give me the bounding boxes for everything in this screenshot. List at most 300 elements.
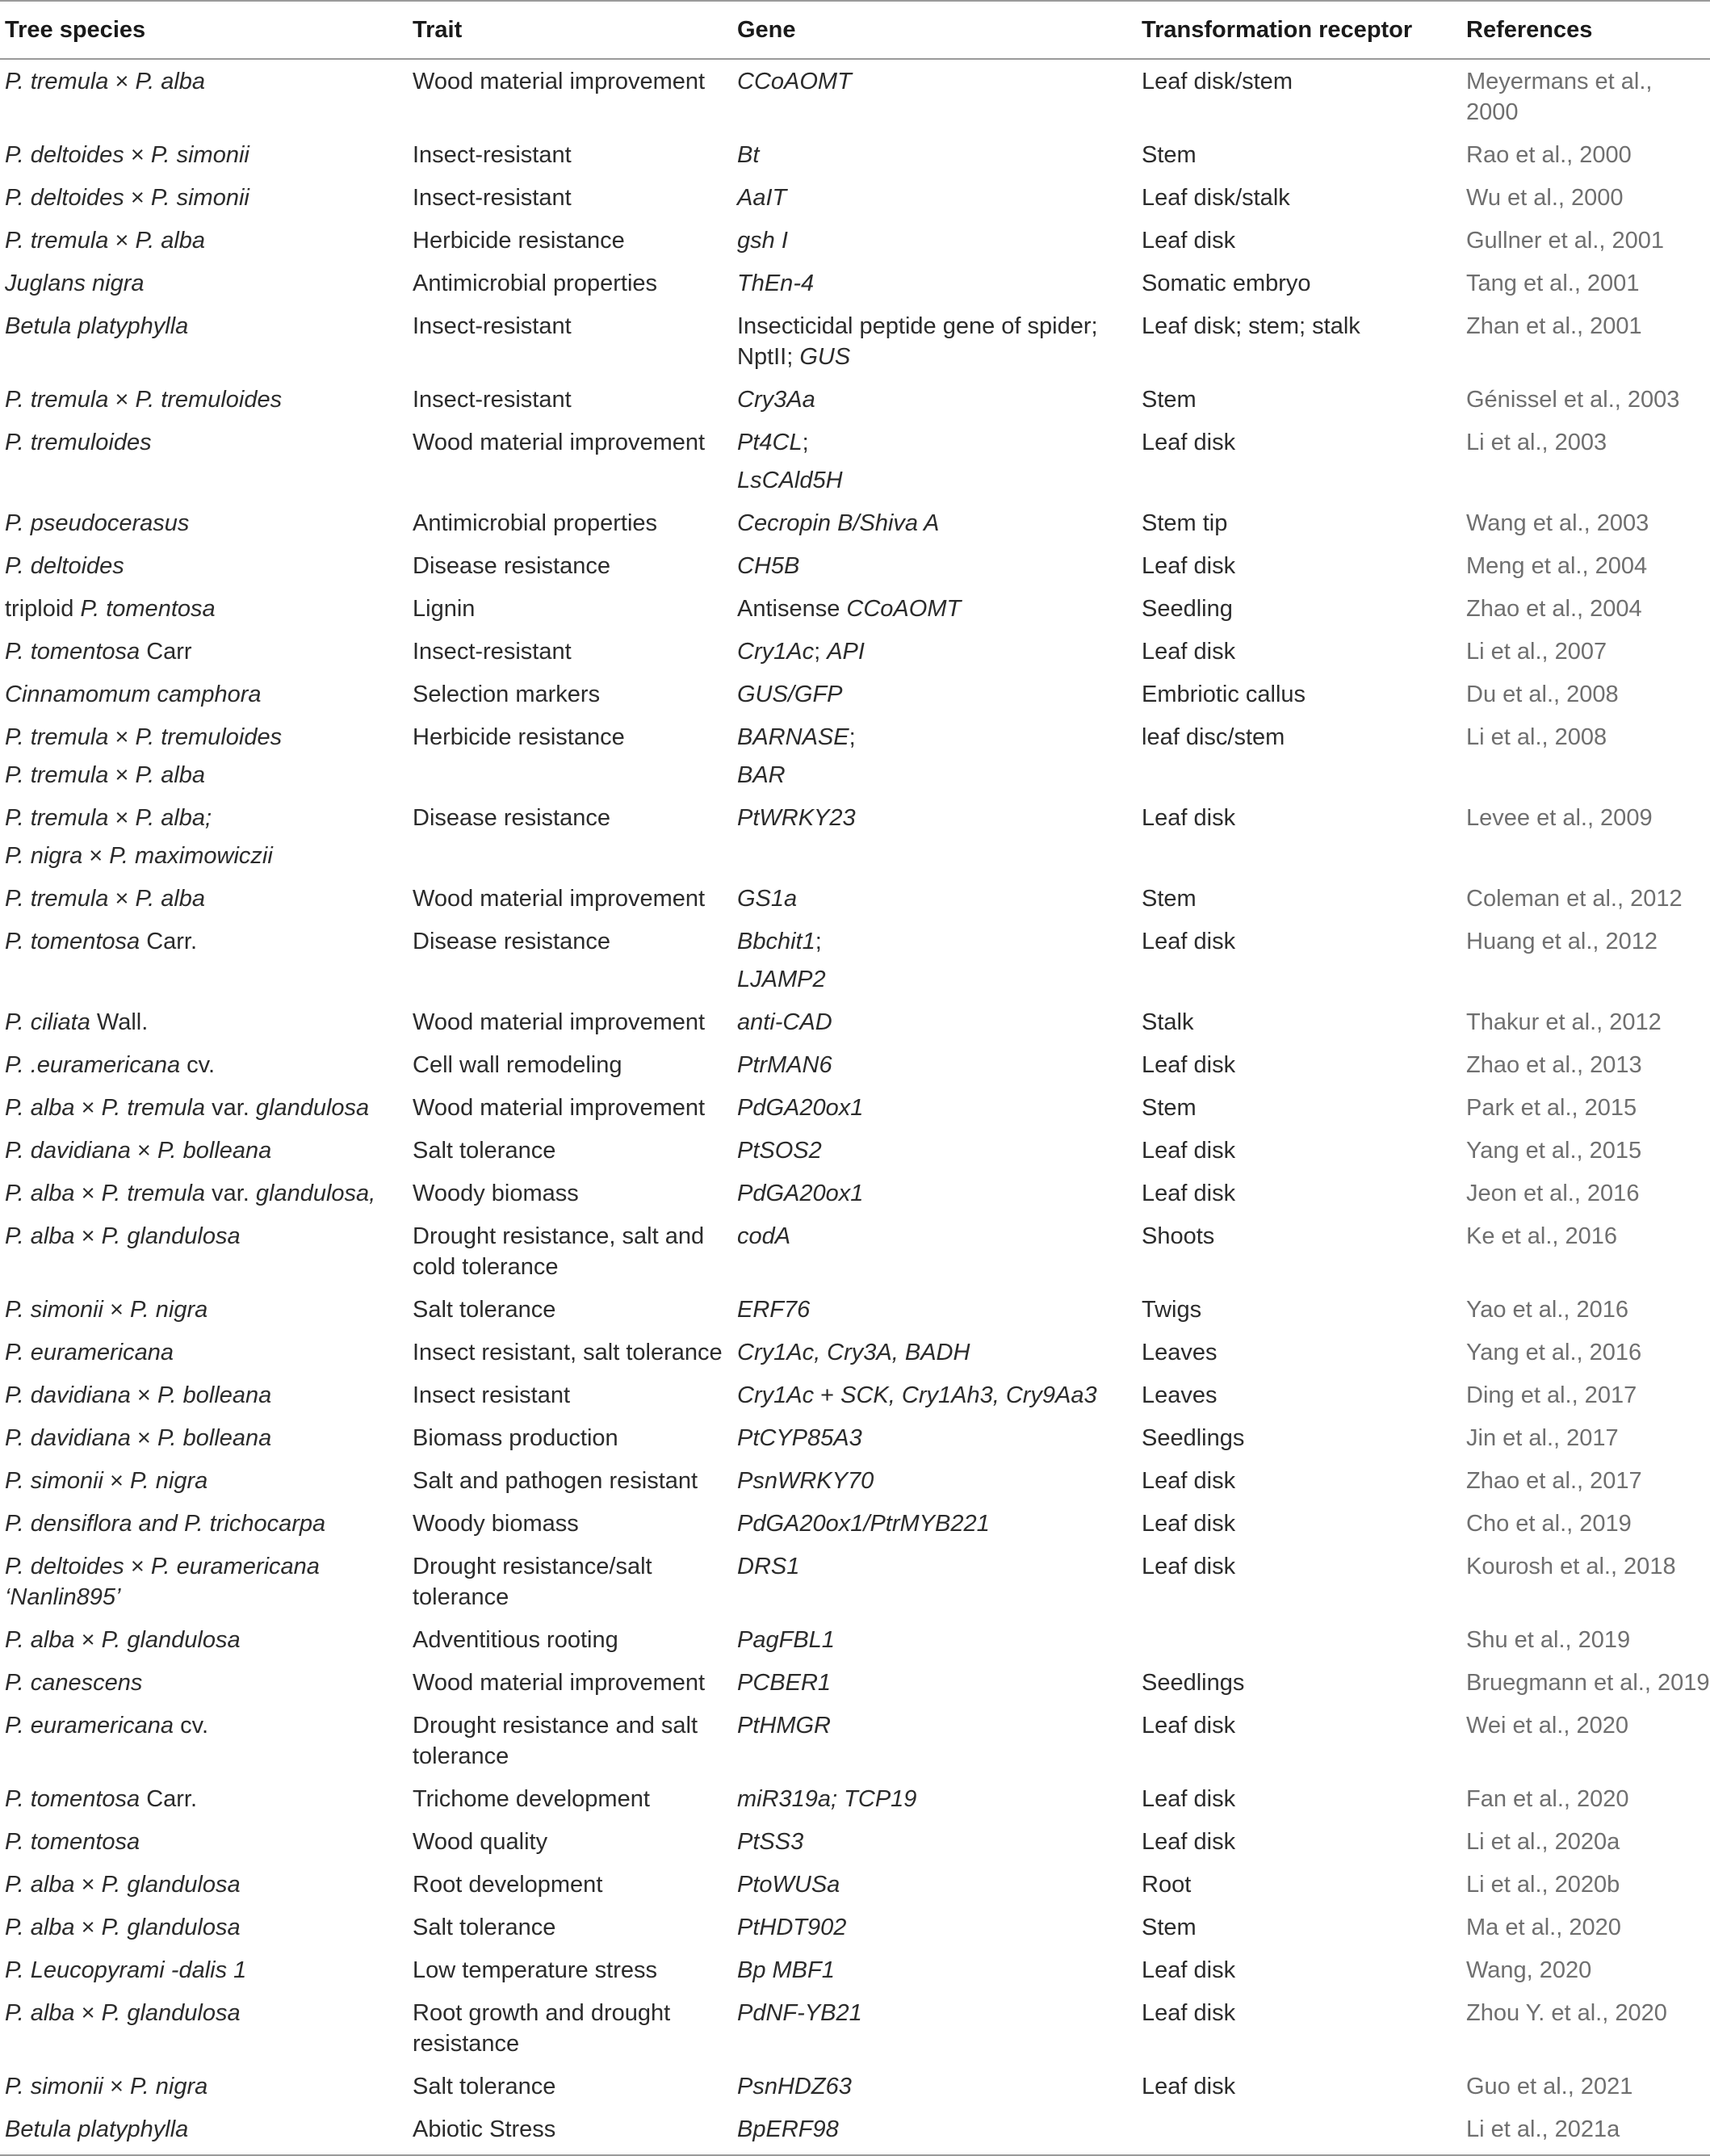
reference-cell bbox=[1461, 219, 1710, 262]
cell-line bbox=[5, 225, 408, 256]
cell-line bbox=[1466, 508, 1710, 539]
trait-cell bbox=[408, 1704, 732, 1777]
italic-text: P. tremula bbox=[5, 762, 109, 788]
table-row bbox=[0, 1129, 1710, 1172]
cell-line bbox=[413, 311, 732, 342]
column-header-trait: Trait bbox=[408, 1, 732, 59]
italic-text: P. tremula bbox=[5, 387, 109, 413]
italic-text: P. alba bbox=[5, 1872, 75, 1898]
cell-line bbox=[737, 140, 1137, 170]
cell-line bbox=[5, 841, 408, 871]
cell-text: Leaves bbox=[1142, 1340, 1218, 1365]
cell-line bbox=[737, 1337, 1137, 1368]
cell-text: Carr. bbox=[140, 1786, 198, 1812]
reference-cell bbox=[1461, 1661, 1710, 1704]
italic-text: P. deltoides bbox=[5, 142, 124, 168]
species-cell bbox=[0, 1214, 408, 1288]
italic-text: P. simonii bbox=[5, 1468, 103, 1494]
table-row bbox=[0, 2065, 1710, 2108]
trait-cell bbox=[408, 673, 732, 715]
cell-line bbox=[413, 551, 732, 581]
species-cell bbox=[0, 1000, 408, 1043]
cell-text: Yao et al., 2016 bbox=[1466, 1297, 1629, 1323]
cell-text: cv. bbox=[180, 1052, 216, 1078]
cell-text: Leaf disk bbox=[1142, 1713, 1236, 1739]
cell-line bbox=[1466, 926, 1710, 957]
gene-cell bbox=[732, 421, 1137, 501]
cell-text: Yang et al., 2015 bbox=[1466, 1138, 1642, 1164]
cell-text: Jin et al., 2017 bbox=[1466, 1425, 1619, 1451]
cell-text: Disease resistance bbox=[413, 553, 610, 579]
trait-cell bbox=[408, 715, 732, 796]
cell-text: Selection markers bbox=[413, 682, 601, 707]
cell-line bbox=[5, 311, 408, 342]
italic-text: P. tomentosa bbox=[5, 639, 140, 665]
cell-line bbox=[5, 1955, 408, 1986]
cell-text: Yang et al., 2016 bbox=[1466, 1340, 1642, 1365]
italic-text: anti-CAD bbox=[737, 1009, 832, 1035]
cell-text: Disease resistance bbox=[413, 805, 610, 831]
cell-line bbox=[413, 1294, 732, 1325]
cell-line bbox=[413, 679, 732, 710]
italic-text: PdGA20ox1 bbox=[737, 1181, 864, 1206]
cell-text: var. bbox=[205, 1095, 256, 1121]
receptor-cell bbox=[1137, 1331, 1461, 1374]
cell-line bbox=[737, 508, 1137, 539]
table-row bbox=[0, 630, 1710, 673]
cell-text: Stem bbox=[1142, 886, 1197, 912]
cell-line bbox=[413, 1093, 732, 1123]
cell-line bbox=[737, 225, 1137, 256]
cell-text: Drought resistance and salt bbox=[413, 1713, 698, 1739]
cell-line bbox=[1466, 1466, 1710, 1496]
cell-line bbox=[5, 1466, 408, 1496]
cell-line bbox=[413, 722, 732, 753]
cell-text: Thakur et al., 2012 bbox=[1466, 1009, 1662, 1035]
receptor-cell bbox=[1137, 1459, 1461, 1502]
gene-cell bbox=[732, 630, 1137, 673]
cell-text: Meyermans et al., 2000 bbox=[1466, 69, 1653, 125]
cell-text: Leaf disk bbox=[1142, 228, 1236, 254]
italic-text: P. bolleana bbox=[157, 1138, 272, 1164]
cell-line bbox=[737, 182, 1137, 213]
cell-text: Seedlings bbox=[1142, 1425, 1245, 1451]
reference-cell bbox=[1461, 1704, 1710, 1777]
italic-text: P. bolleana bbox=[157, 1382, 272, 1408]
reference-cell bbox=[1461, 1991, 1710, 2065]
cell-line bbox=[1466, 1710, 1710, 1741]
cell-line bbox=[737, 1508, 1137, 1539]
species-cell bbox=[0, 421, 408, 501]
cell-text: ; bbox=[849, 724, 856, 750]
gene-cell bbox=[732, 1288, 1137, 1331]
italic-text: PtrMAN6 bbox=[737, 1052, 832, 1078]
cell-line bbox=[1142, 1710, 1461, 1741]
cell-text: × bbox=[103, 2074, 131, 2099]
cell-line bbox=[5, 1135, 408, 1166]
cell-text: Leaf disk bbox=[1142, 1468, 1236, 1494]
table-row bbox=[0, 304, 1710, 378]
cell-line bbox=[1142, 1135, 1461, 1166]
table-row bbox=[0, 1000, 1710, 1043]
receptor-cell bbox=[1137, 176, 1461, 219]
species-cell bbox=[0, 2108, 408, 2155]
cell-text: Abiotic Stress bbox=[413, 2116, 556, 2142]
receptor-cell bbox=[1137, 219, 1461, 262]
reference-cell bbox=[1461, 1906, 1710, 1948]
reference-cell bbox=[1461, 59, 1710, 133]
cell-line bbox=[5, 140, 408, 170]
cell-text: cv. bbox=[174, 1713, 209, 1739]
italic-text: P. alba bbox=[5, 1223, 75, 1249]
gene-cell bbox=[732, 1416, 1137, 1459]
table-row bbox=[0, 1906, 1710, 1948]
species-cell bbox=[0, 219, 408, 262]
cell-text: Guo et al., 2021 bbox=[1466, 2074, 1633, 2099]
gene-cell bbox=[732, 219, 1137, 262]
cell-text: Salt and pathogen resistant bbox=[413, 1468, 698, 1494]
table-row bbox=[0, 1991, 1710, 2065]
cell-line bbox=[1142, 1912, 1461, 1943]
italic-text: P. glandulosa bbox=[101, 1627, 241, 1653]
reference-cell bbox=[1461, 501, 1710, 544]
cell-line bbox=[5, 926, 408, 957]
cell-text: Woody biomass bbox=[413, 1181, 579, 1206]
gene-cell bbox=[732, 877, 1137, 920]
italic-text: LsCAld5H bbox=[737, 468, 843, 493]
cell-line bbox=[737, 926, 1137, 957]
italic-text: P. ciliata bbox=[5, 1009, 90, 1035]
cell-text: Leaf disk; stem; stalk bbox=[1142, 313, 1360, 339]
cell-text: Zhao et al., 2004 bbox=[1466, 596, 1642, 622]
trait-cell bbox=[408, 1820, 732, 1863]
italic-text: PtoWUSa bbox=[737, 1872, 840, 1898]
cell-line bbox=[413, 883, 732, 914]
receptor-cell bbox=[1137, 2108, 1461, 2155]
species-cell bbox=[0, 304, 408, 378]
italic-text: PtHMGR bbox=[737, 1713, 831, 1739]
cell-line bbox=[737, 1380, 1137, 1411]
species-cell bbox=[0, 1288, 408, 1331]
italic-text: P. tremula bbox=[5, 886, 109, 912]
cell-line bbox=[737, 1625, 1137, 1655]
gene-cell bbox=[732, 1331, 1137, 1374]
cell-line bbox=[1142, 384, 1461, 415]
cell-text: Wang et al., 2003 bbox=[1466, 510, 1649, 536]
species-cell bbox=[0, 673, 408, 715]
italic-text: PdNF-YB21 bbox=[737, 2000, 862, 2026]
cell-line bbox=[413, 140, 732, 170]
gene-cell bbox=[732, 1374, 1137, 1416]
cell-text: tolerance bbox=[413, 1743, 509, 1769]
cell-text: Shoots bbox=[1142, 1223, 1215, 1249]
reference-cell bbox=[1461, 1502, 1710, 1545]
italic-text: Juglans nigra bbox=[5, 271, 145, 296]
species-cell bbox=[0, 378, 408, 421]
gene-cell bbox=[732, 304, 1137, 378]
italic-text: P. glandulosa bbox=[101, 1915, 241, 1940]
italic-text: glandulosa, bbox=[255, 1181, 376, 1206]
italic-text: glandulosa bbox=[255, 1095, 370, 1121]
cell-text: Leaf disk bbox=[1142, 639, 1236, 665]
cell-text: Insect-resistant bbox=[413, 142, 572, 168]
trait-cell bbox=[408, 1545, 732, 1618]
cell-line bbox=[737, 803, 1137, 833]
table-row bbox=[0, 1331, 1710, 1374]
cell-text: × bbox=[108, 762, 136, 788]
trait-cell bbox=[408, 796, 732, 877]
table-row bbox=[0, 1863, 1710, 1906]
gene-cell bbox=[732, 1172, 1137, 1214]
cell-line bbox=[5, 1912, 408, 1943]
cell-line bbox=[413, 1667, 732, 1698]
italic-text: P. simonii bbox=[5, 1297, 103, 1323]
cell-line bbox=[5, 803, 408, 833]
cell-line bbox=[1142, 803, 1461, 833]
italic-text: BAR bbox=[737, 762, 786, 788]
cell-line bbox=[1466, 1423, 1710, 1453]
cell-text: Root development bbox=[413, 1872, 603, 1898]
table-row bbox=[0, 378, 1710, 421]
species-cell bbox=[0, 133, 408, 176]
cell-line bbox=[1466, 2114, 1710, 2145]
trait-cell bbox=[408, 1288, 732, 1331]
cell-line bbox=[413, 594, 732, 624]
cell-text: × bbox=[130, 1425, 157, 1451]
gene-cell bbox=[732, 1906, 1137, 1948]
cell-line bbox=[737, 1998, 1137, 2028]
gene-cell bbox=[732, 544, 1137, 587]
cell-text: NptII; bbox=[737, 344, 800, 370]
italic-text: P. tremuloides bbox=[5, 430, 152, 455]
receptor-cell bbox=[1137, 2065, 1461, 2108]
column-header-references: References bbox=[1461, 1, 1710, 59]
italic-text: P. alba bbox=[5, 2000, 75, 2026]
cell-line bbox=[413, 926, 732, 957]
cell-text: Disease resistance bbox=[413, 929, 610, 954]
cell-text: Leaf disk bbox=[1142, 1786, 1236, 1812]
species-cell bbox=[0, 587, 408, 630]
cell-text: Salt tolerance bbox=[413, 2074, 556, 2099]
cell-line bbox=[1466, 1625, 1710, 1655]
gene-cell bbox=[732, 1948, 1137, 1991]
cell-line bbox=[1142, 1380, 1461, 1411]
italic-text: P. simonii bbox=[5, 2074, 103, 2099]
reference-cell bbox=[1461, 262, 1710, 304]
cell-line bbox=[5, 1221, 408, 1252]
cell-text: Levee et al., 2009 bbox=[1466, 805, 1653, 831]
reference-cell bbox=[1461, 1086, 1710, 1129]
species-cell bbox=[0, 1661, 408, 1704]
cell-line bbox=[737, 551, 1137, 581]
trait-cell bbox=[408, 877, 732, 920]
trait-cell bbox=[408, 630, 732, 673]
gene-cell bbox=[732, 1214, 1137, 1288]
receptor-cell bbox=[1137, 796, 1461, 877]
species-cell bbox=[0, 877, 408, 920]
italic-text: Bbchit1 bbox=[737, 929, 815, 954]
italic-text: DRS1 bbox=[737, 1554, 800, 1579]
cell-line bbox=[413, 384, 732, 415]
italic-text: PCBER1 bbox=[737, 1670, 832, 1696]
cell-line bbox=[413, 1741, 732, 1772]
cell-text: × bbox=[130, 1382, 157, 1408]
species-cell bbox=[0, 544, 408, 587]
gene-cell bbox=[732, 1618, 1137, 1661]
cell-line bbox=[5, 2114, 408, 2145]
gene-cell bbox=[732, 673, 1137, 715]
cell-text: Antimicrobial properties bbox=[413, 271, 658, 296]
cell-text: ; bbox=[815, 929, 822, 954]
cell-line bbox=[5, 722, 408, 753]
cell-text: Rao et al., 2000 bbox=[1466, 142, 1632, 168]
receptor-cell bbox=[1137, 920, 1461, 1000]
trait-cell bbox=[408, 1043, 732, 1086]
cell-line bbox=[1466, 1869, 1710, 1900]
cell-line bbox=[737, 66, 1137, 97]
italic-text: P. tremula bbox=[5, 69, 109, 94]
italic-text: P. glandulosa bbox=[101, 2000, 241, 2026]
species-cell bbox=[0, 1416, 408, 1459]
italic-text: PagFBL1 bbox=[737, 1627, 835, 1653]
table-row bbox=[0, 501, 1710, 544]
italic-text: P. glandulosa bbox=[101, 1872, 241, 1898]
trait-cell bbox=[408, 1374, 732, 1416]
cell-text: Meng et al., 2004 bbox=[1466, 553, 1648, 579]
italic-text: P. deltoides bbox=[5, 553, 124, 579]
cell-text: Ding et al., 2017 bbox=[1466, 1382, 1637, 1408]
cell-line bbox=[413, 1625, 732, 1655]
cell-text: Wei et al., 2020 bbox=[1466, 1713, 1628, 1739]
italic-text: P. tomentosa bbox=[5, 1786, 140, 1812]
species-cell bbox=[0, 176, 408, 219]
receptor-cell bbox=[1137, 1374, 1461, 1416]
cell-text: ; bbox=[802, 430, 809, 455]
table-row bbox=[0, 1661, 1710, 1704]
italic-text: PtHDT902 bbox=[737, 1915, 847, 1940]
italic-text: P. alba bbox=[135, 69, 206, 94]
cell-text: Low temperature stress bbox=[413, 1957, 658, 1983]
cell-line bbox=[1466, 594, 1710, 624]
italic-text: LJAMP2 bbox=[737, 967, 826, 992]
reference-cell bbox=[1461, 1618, 1710, 1661]
italic-text: ‘Nanlin895’ bbox=[5, 1584, 121, 1610]
cell-text: Shu et al., 2019 bbox=[1466, 1627, 1631, 1653]
column-header-transformation-receptor: Transformation receptor bbox=[1137, 1, 1461, 59]
table-row bbox=[0, 133, 1710, 176]
reference-cell bbox=[1461, 1172, 1710, 1214]
cell-line bbox=[1142, 594, 1461, 624]
cell-line bbox=[737, 1710, 1137, 1741]
cell-line bbox=[1466, 1221, 1710, 1252]
italic-text: P. alba bbox=[5, 1181, 75, 1206]
species-cell bbox=[0, 1459, 408, 1502]
italic-text: P. tremula bbox=[5, 724, 109, 750]
table-row bbox=[0, 1416, 1710, 1459]
gene-cell bbox=[732, 1820, 1137, 1863]
cell-line bbox=[413, 1135, 732, 1166]
gene-cell bbox=[732, 920, 1137, 1000]
cell-line bbox=[1142, 1784, 1461, 1814]
cell-line bbox=[1466, 140, 1710, 170]
cell-line bbox=[1142, 1093, 1461, 1123]
receptor-cell bbox=[1137, 1906, 1461, 1948]
trait-cell bbox=[408, 1661, 732, 1704]
cell-line bbox=[737, 1294, 1137, 1325]
cell-line bbox=[413, 1221, 732, 1252]
reference-cell bbox=[1461, 1545, 1710, 1618]
cell-line bbox=[1142, 225, 1461, 256]
cell-text: × bbox=[108, 387, 136, 413]
cell-text: Wall. bbox=[90, 1009, 149, 1035]
italic-text: P. bolleana bbox=[157, 1425, 272, 1451]
table-row bbox=[0, 673, 1710, 715]
species-cell bbox=[0, 1618, 408, 1661]
cell-text: Leaf disk bbox=[1142, 2074, 1236, 2099]
cell-text: Huang et al., 2012 bbox=[1466, 929, 1658, 954]
cell-line bbox=[1142, 551, 1461, 581]
reference-cell bbox=[1461, 1820, 1710, 1863]
receptor-cell bbox=[1137, 1000, 1461, 1043]
italic-text: P. tremula bbox=[101, 1095, 206, 1121]
italic-text: P. davidiana bbox=[5, 1425, 131, 1451]
cell-text: Leaf disk bbox=[1142, 1181, 1236, 1206]
table-row bbox=[0, 1043, 1710, 1086]
cell-text: Leaf disk bbox=[1142, 929, 1236, 954]
trait-cell bbox=[408, 59, 732, 133]
cell-line bbox=[413, 1380, 732, 1411]
cell-text: Li et al., 2007 bbox=[1466, 639, 1607, 665]
cell-line bbox=[1142, 1050, 1461, 1080]
cell-text: Drought resistance, salt and bbox=[413, 1223, 705, 1249]
cell-line bbox=[413, 803, 732, 833]
receptor-cell bbox=[1137, 1777, 1461, 1820]
cell-text: Biomass production bbox=[413, 1425, 618, 1451]
italic-text: PsnHDZ63 bbox=[737, 2074, 852, 2099]
trait-cell bbox=[408, 1502, 732, 1545]
cell-text: Kourosh et al., 2018 bbox=[1466, 1554, 1676, 1579]
receptor-cell bbox=[1137, 1545, 1461, 1618]
italic-text: P. tremula bbox=[101, 1181, 206, 1206]
cell-text: tolerance bbox=[413, 1584, 509, 1610]
gene-cell bbox=[732, 1545, 1137, 1618]
cell-text: × bbox=[82, 843, 110, 869]
cell-text: × bbox=[124, 142, 151, 168]
receptor-cell bbox=[1137, 1416, 1461, 1459]
table-row bbox=[0, 262, 1710, 304]
italic-text: P. alba bbox=[135, 228, 206, 254]
cell-line bbox=[5, 384, 408, 415]
cell-text: Drought resistance/salt bbox=[413, 1554, 652, 1579]
cell-line bbox=[1466, 1135, 1710, 1166]
cell-line bbox=[5, 508, 408, 539]
cell-text: Antimicrobial properties bbox=[413, 510, 658, 536]
italic-text: P. nigra bbox=[130, 2074, 208, 2099]
table-row bbox=[0, 1459, 1710, 1502]
cell-line bbox=[1466, 311, 1710, 342]
column-header-tree-species: Tree species bbox=[0, 1, 408, 59]
cell-text: Salt tolerance bbox=[413, 1915, 556, 1940]
trait-cell bbox=[408, 501, 732, 544]
trait-cell bbox=[408, 1948, 732, 1991]
trait-cell bbox=[408, 133, 732, 176]
cell-line bbox=[737, 1135, 1137, 1166]
cell-text: Trichome development bbox=[413, 1786, 650, 1812]
species-cell bbox=[0, 1172, 408, 1214]
cell-line bbox=[737, 1221, 1137, 1252]
trait-cell bbox=[408, 1416, 732, 1459]
cell-line bbox=[413, 225, 732, 256]
